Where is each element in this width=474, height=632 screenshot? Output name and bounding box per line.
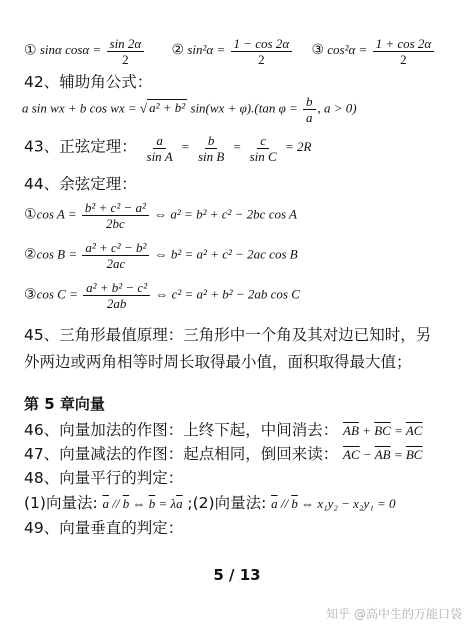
formula-41-3: cos²α = $\frac{1 + \cos 2\alpha}{2}$ <box>327 42 436 57</box>
formula-44-1: ①cos A = $\frac{\text{b² + c² − a²}}{2bc}$ ⇔ a² = b² + c² − 2bc cos A <box>24 200 297 231</box>
item-43-label: 43、正弦定理： <box>24 137 137 156</box>
formula-48-a: $\overline{a} // \overline{b}$ ⇔ $\overline{b} = \lambda\overline{a}$ <box>102 496 183 511</box>
item-48-label: 48、向量平行的判定： <box>24 469 184 487</box>
item-49-label: 49、向量垂直的判定： <box>24 519 184 537</box>
formula-41-2: sin²α = $\frac{1 - \cos 2\alpha}{2}$ <box>187 42 294 57</box>
item-48-b: ;(2)向量法: <box>187 494 267 512</box>
item-44-label: 44、余弦定理： <box>24 175 137 193</box>
chapter-title: 第 5 章向量 <box>24 395 105 413</box>
formula-46: $\overline{AB} + \overline{BC} = \overline{AC}$ <box>343 423 423 438</box>
formula-44-2: ②cos B = $\frac{\text{a² + c² − b²}}{2ac}$ ⇔ b² = a² + c² − 2ac cos B <box>24 240 298 271</box>
item-46 <box>24 418 422 440</box>
item-42-label: 42、辅助角公式： <box>24 73 153 91</box>
formula-47: $\overline{AC} - \overline{AB} = \overline{BC}$ <box>343 447 423 462</box>
formula-43: $\frac{a}{\text{sin A}}$ = $\frac{b}{\text{sin B}}$ = $\frac{c}{\text{sin C}}$ = 2R <box>146 133 312 164</box>
item-45-line2: 外两边或两角相等时周长取得最小值，面积取得最大值； <box>24 353 412 371</box>
formula-48-b: $\overline{a} // \overline{b}$ ⇔ x₁y₂ − x₂y₁ = 0 <box>271 496 396 511</box>
item-46-text: 46、向量加法的作图：上终下起，中间消去： <box>24 421 339 439</box>
formula-41-1: sinα cosα = $\frac{\sin 2\alpha}{2}$ <box>40 42 146 57</box>
item-48-a: (1)向量法: <box>24 494 98 512</box>
item-47 <box>24 442 422 464</box>
formula-42: a sin wx + b cos wx = √ a² + b² sin(wx + φ).(tan φ = $\frac{b}{a}$ , a > 0) <box>22 94 357 125</box>
item-47-text: 47、向量减法的作图：起点相同，倒回来读： <box>24 445 339 463</box>
watermark: 知乎 @高中生的万能口袋 <box>326 607 462 621</box>
formula-41: ① sinα cosα = $\frac{\sin 2\alpha}{2}$ ② sin²α = $\frac{1 - \cos 2\alpha}{2}$ ③ cos²α = $\frac{1 + \cos 2\alpha}{2}$ <box>24 36 436 67</box>
formula-44-3: ③cos C = $\frac{\text{a² + b² − c²}}{2ab}$ ⇔ c² = a² + b² − 2ab cos C <box>24 280 300 311</box>
page-number: 5 / 13 <box>213 566 261 584</box>
item-48-methods <box>24 491 396 513</box>
item-45-line1: 45、三角形最值原理：三角形中一个角及其对边已知时，另 <box>24 326 432 344</box>
item-43 <box>24 133 311 164</box>
